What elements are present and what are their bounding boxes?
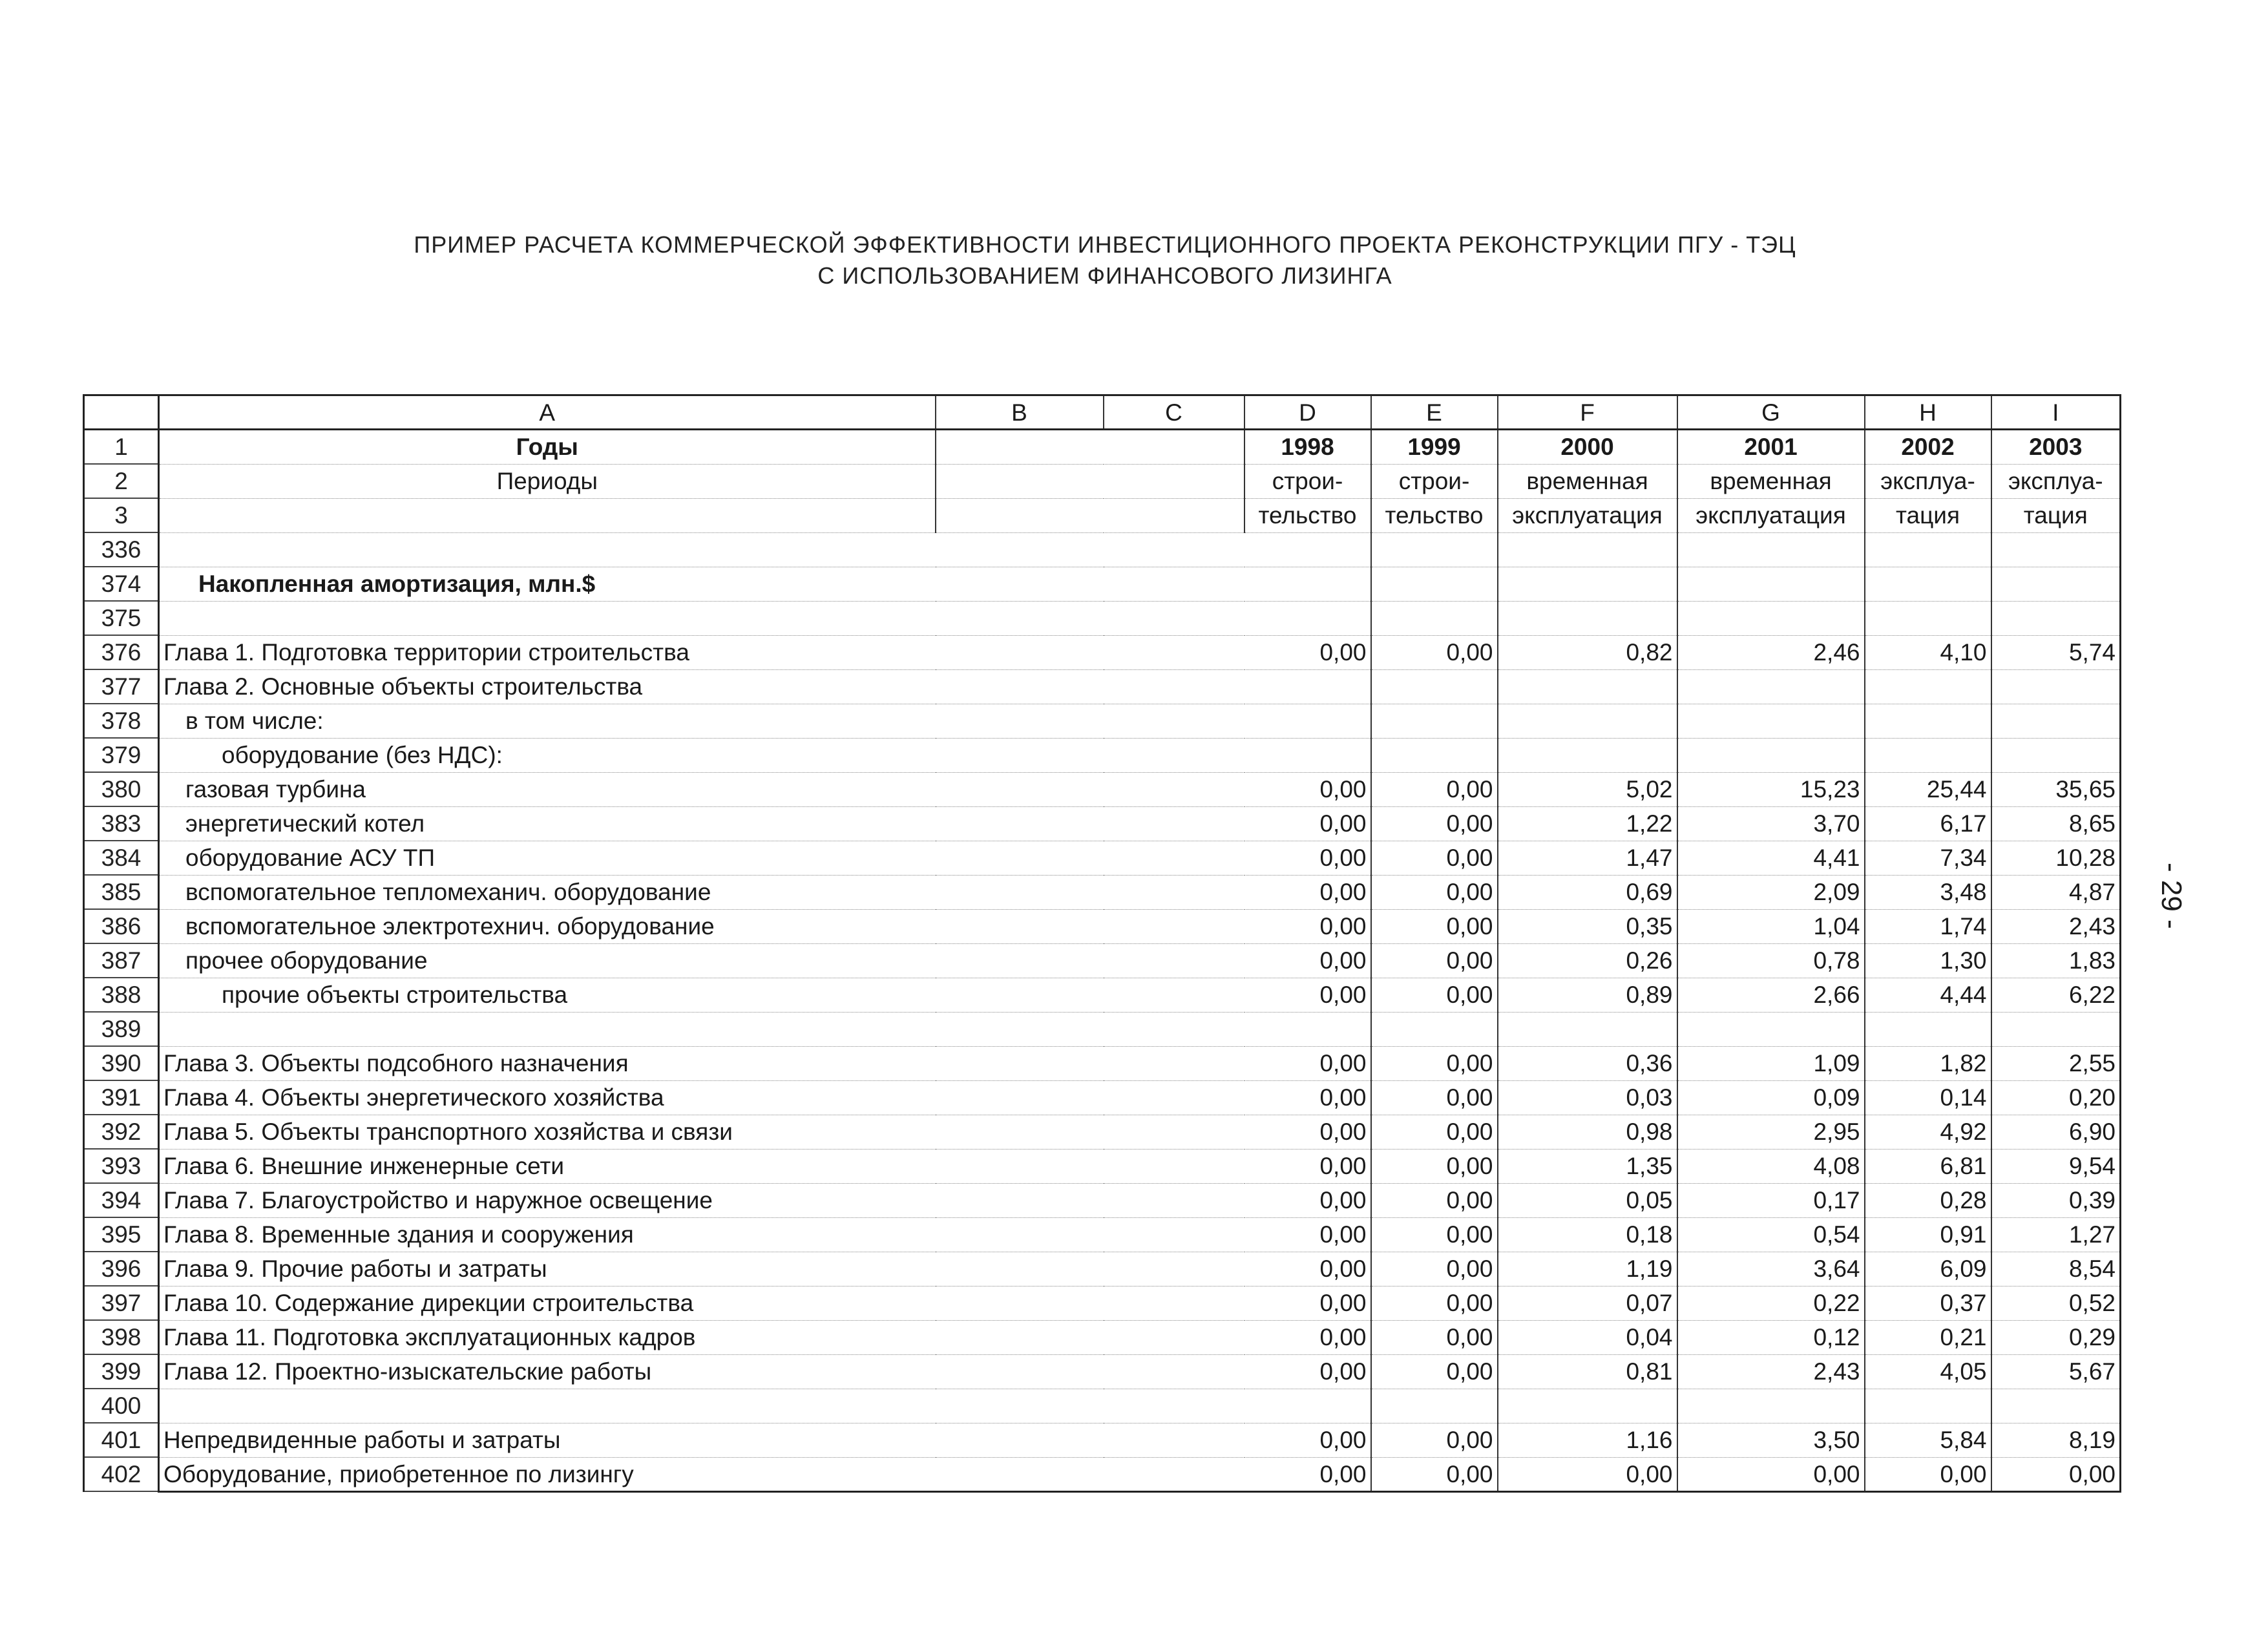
row-number[interactable]: 393 — [84, 1149, 159, 1183]
row-label[interactable]: в том числе: — [159, 704, 1244, 738]
row-number[interactable]: 387 — [84, 943, 159, 978]
col-header-a[interactable]: A — [159, 395, 936, 430]
col-header-c[interactable]: C — [1104, 395, 1244, 430]
document-subtitle: С ИСПОЛЬЗОВАНИЕМ ФИНАНСОВОГО ЛИЗИНГА — [817, 262, 1392, 289]
table-row — [84, 1046, 2121, 1080]
period-cell[interactable]: строи- — [1244, 464, 1371, 498]
row-number[interactable]: 391 — [84, 1080, 159, 1115]
value-cell[interactable]: 1,22 — [1498, 806, 1677, 841]
value-cell[interactable] — [1991, 669, 2121, 704]
row-number[interactable]: 396 — [84, 1252, 159, 1286]
row-number[interactable]: 389 — [84, 1012, 159, 1046]
value-cell[interactable] — [1865, 567, 1991, 601]
value-cell[interactable] — [1244, 1012, 1371, 1046]
value-cell[interactable] — [1865, 669, 1991, 704]
value-cell[interactable] — [1244, 738, 1371, 772]
period-cell[interactable]: эксплуа- — [1865, 464, 1991, 498]
value-cell[interactable]: 0,00 — [1498, 1457, 1677, 1491]
row-number[interactable]: 377 — [84, 669, 159, 704]
year-cell[interactable]: 2001 — [1677, 430, 1865, 465]
value-cell[interactable]: 0,00 — [1371, 1046, 1498, 1080]
value-cell[interactable] — [1371, 1012, 1498, 1046]
value-cell[interactable] — [1498, 1389, 1677, 1423]
table-row — [84, 532, 2121, 567]
period-cell[interactable]: эксплуа- — [1991, 464, 2121, 498]
value-cell[interactable]: 0,00 — [1371, 806, 1498, 841]
value-cell[interactable]: 1,19 — [1498, 1252, 1677, 1286]
table-row — [84, 1320, 2121, 1354]
document-title: ПРИМЕР РАСЧЕТА КОММЕРЧЕСКОЙ ЭФФЕКТИВНОСТИ ИНВЕСТИЦИОННОГО ПРОЕКТА РЕКОНСТРУКЦИИ ПГУ - ТЭЦ — [414, 231, 1796, 258]
value-cell[interactable] — [1677, 1012, 1865, 1046]
period-cell[interactable]: тельство — [1371, 498, 1498, 532]
row-number[interactable]: 402 — [84, 1457, 159, 1491]
table-row — [84, 1149, 2121, 1183]
value-cell[interactable] — [1371, 601, 1498, 635]
value-cell[interactable]: 3,70 — [1677, 806, 1865, 841]
value-cell[interactable]: 0,00 — [1371, 772, 1498, 806]
row-label[interactable] — [159, 1389, 1244, 1423]
row-number[interactable]: 376 — [84, 635, 159, 669]
value-cell[interactable]: 0,00 — [1371, 1115, 1498, 1149]
row-label[interactable]: прочее оборудование — [159, 943, 1244, 978]
value-cell[interactable]: 3,48 — [1865, 875, 1991, 909]
value-cell[interactable]: 0,52 — [1991, 1286, 2121, 1320]
value-cell[interactable]: 0,12 — [1677, 1320, 1865, 1354]
value-cell[interactable] — [1498, 567, 1677, 601]
row-number[interactable]: 378 — [84, 704, 159, 738]
table-row — [84, 1252, 2121, 1286]
value-cell[interactable] — [1677, 567, 1865, 601]
col-header-e[interactable]: E — [1371, 395, 1498, 430]
value-cell[interactable]: 0,07 — [1498, 1286, 1677, 1320]
value-cell[interactable]: 6,09 — [1865, 1252, 1991, 1286]
value-cell[interactable] — [1498, 738, 1677, 772]
value-cell[interactable]: 0,54 — [1677, 1217, 1865, 1252]
value-cell[interactable]: 0,00 — [1244, 1457, 1371, 1491]
value-cell[interactable] — [1865, 1389, 1991, 1423]
value-cell[interactable]: 1,16 — [1498, 1423, 1677, 1457]
value-cell[interactable]: 4,05 — [1865, 1354, 1991, 1389]
table-row — [84, 1183, 2121, 1217]
table-row — [84, 1389, 2121, 1423]
value-cell[interactable]: 0,00 — [1244, 1320, 1371, 1354]
period-cell[interactable]: эксплуатация — [1498, 498, 1677, 532]
value-cell[interactable] — [1865, 1012, 1991, 1046]
value-cell[interactable]: 1,09 — [1677, 1046, 1865, 1080]
row-number[interactable]: 380 — [84, 772, 159, 806]
amortization-table — [83, 394, 2121, 1493]
row-label[interactable]: Глава 7. Благоустройство и наружное освещение — [159, 1183, 1244, 1217]
value-cell[interactable]: 0,18 — [1498, 1217, 1677, 1252]
table-row — [84, 669, 2121, 704]
table-row — [84, 1354, 2121, 1389]
row-label[interactable] — [159, 532, 1244, 567]
value-cell[interactable]: 4,44 — [1865, 978, 1991, 1012]
value-cell[interactable]: 0,00 — [1244, 1115, 1371, 1149]
row-number[interactable]: 397 — [84, 1286, 159, 1320]
value-cell[interactable]: 0,20 — [1991, 1080, 2121, 1115]
value-cell[interactable]: 2,46 — [1677, 635, 1865, 669]
value-cell[interactable]: 2,09 — [1677, 875, 1865, 909]
period-cell[interactable]: тация — [1991, 498, 2121, 532]
row-number[interactable]: 3 — [84, 498, 159, 532]
row-label[interactable] — [159, 601, 1244, 635]
value-cell[interactable] — [1371, 567, 1498, 601]
row-label[interactable]: Накопленная амортизация, млн.$ — [159, 567, 1244, 601]
value-cell[interactable]: 5,84 — [1865, 1423, 1991, 1457]
value-cell[interactable]: 5,67 — [1991, 1354, 2121, 1389]
value-cell[interactable]: 0,28 — [1865, 1183, 1991, 1217]
value-cell[interactable]: 0,00 — [1865, 1457, 1991, 1491]
value-cell[interactable] — [1677, 532, 1865, 567]
row-label[interactable]: Глава 5. Объекты транспортного хозяйства и связи — [159, 1115, 1244, 1149]
value-cell[interactable]: 3,64 — [1677, 1252, 1865, 1286]
value-cell[interactable] — [1991, 1012, 2121, 1046]
table-row — [84, 1217, 2121, 1252]
value-cell[interactable]: 0,91 — [1865, 1217, 1991, 1252]
value-cell[interactable]: 1,27 — [1991, 1217, 2121, 1252]
value-cell[interactable]: 5,74 — [1991, 635, 2121, 669]
row-number[interactable]: 398 — [84, 1320, 159, 1354]
col-header-f[interactable]: F — [1498, 395, 1677, 430]
value-cell[interactable]: 10,28 — [1991, 841, 2121, 875]
year-cell[interactable]: 2002 — [1865, 430, 1991, 465]
value-cell[interactable]: 0,14 — [1865, 1080, 1991, 1115]
value-cell[interactable]: 0,00 — [1244, 1286, 1371, 1320]
value-cell[interactable] — [1677, 704, 1865, 738]
value-cell[interactable] — [1991, 1389, 2121, 1423]
value-cell[interactable]: 1,47 — [1498, 841, 1677, 875]
value-cell[interactable]: 0,29 — [1991, 1320, 2121, 1354]
period-cell[interactable]: строи- — [1371, 464, 1498, 498]
value-cell[interactable]: 0,00 — [1244, 1423, 1371, 1457]
value-cell[interactable]: 4,08 — [1677, 1149, 1865, 1183]
value-cell[interactable]: 2,66 — [1677, 978, 1865, 1012]
table-row — [84, 464, 2121, 498]
value-cell[interactable]: 0,04 — [1498, 1320, 1677, 1354]
value-cell[interactable]: 0,17 — [1677, 1183, 1865, 1217]
value-cell[interactable] — [1498, 1012, 1677, 1046]
value-cell[interactable] — [1865, 532, 1991, 567]
value-cell[interactable]: 4,87 — [1991, 875, 2121, 909]
table-row — [84, 806, 2121, 841]
value-cell[interactable]: 0,81 — [1498, 1354, 1677, 1389]
table-row — [84, 635, 2121, 669]
value-cell[interactable]: 0,00 — [1244, 841, 1371, 875]
row-number[interactable]: 384 — [84, 841, 159, 875]
value-cell[interactable]: 0,00 — [1244, 943, 1371, 978]
value-cell[interactable]: 0,00 — [1371, 1286, 1498, 1320]
row-label[interactable]: Глава 10. Содержание дирекции строительства — [159, 1286, 1244, 1320]
row-label[interactable]: Оборудование, приобретенное по лизингу — [159, 1457, 1244, 1491]
value-cell[interactable]: 0,21 — [1865, 1320, 1991, 1354]
value-cell[interactable]: 4,41 — [1677, 841, 1865, 875]
period-cell[interactable]: временная — [1677, 464, 1865, 498]
value-cell[interactable] — [1677, 669, 1865, 704]
value-cell[interactable]: 5,02 — [1498, 772, 1677, 806]
value-cell[interactable]: 0,00 — [1371, 1183, 1498, 1217]
row-number[interactable]: 386 — [84, 909, 159, 943]
row-label[interactable]: Глава 2. Основные объекты строительства — [159, 669, 1244, 704]
table-row — [84, 875, 2121, 909]
value-cell[interactable] — [1244, 669, 1371, 704]
row-label[interactable]: прочие объекты строительства — [159, 978, 1244, 1012]
value-cell[interactable]: 0,82 — [1498, 635, 1677, 669]
table-row — [84, 1080, 2121, 1115]
row-number[interactable]: 394 — [84, 1183, 159, 1217]
row-label[interactable]: Глава 11. Подготовка эксплуатационных кадров — [159, 1320, 1244, 1354]
value-cell[interactable]: 0,00 — [1371, 1423, 1498, 1457]
year-cell[interactable]: 2000 — [1498, 430, 1677, 465]
value-cell[interactable]: 1,83 — [1991, 943, 2121, 978]
value-cell[interactable] — [1498, 669, 1677, 704]
value-cell[interactable]: 0,00 — [1371, 1080, 1498, 1115]
table-row — [84, 841, 2121, 875]
value-cell[interactable]: 0,36 — [1498, 1046, 1677, 1080]
value-cell[interactable]: 0,00 — [1244, 909, 1371, 943]
value-cell[interactable]: 0,00 — [1371, 875, 1498, 909]
period-cell[interactable]: эксплуатация — [1677, 498, 1865, 532]
col-header-h[interactable]: H — [1865, 395, 1991, 430]
value-cell[interactable]: 0,00 — [1371, 978, 1498, 1012]
value-cell[interactable]: 6,90 — [1991, 1115, 2121, 1149]
row-number[interactable]: 385 — [84, 875, 159, 909]
year-cell[interactable]: 1999 — [1371, 430, 1498, 465]
value-cell[interactable] — [1865, 704, 1991, 738]
value-cell[interactable] — [1244, 704, 1371, 738]
table-row — [84, 1012, 2121, 1046]
value-cell[interactable] — [1991, 601, 2121, 635]
value-cell[interactable]: 15,23 — [1677, 772, 1865, 806]
value-cell[interactable]: 8,65 — [1991, 806, 2121, 841]
row-label[interactable]: газовая турбина — [159, 772, 1244, 806]
value-cell[interactable]: 8,54 — [1991, 1252, 2121, 1286]
table-row — [84, 567, 2121, 601]
row-label[interactable]: Непредвиденные работы и затраты — [159, 1423, 1244, 1457]
value-cell[interactable] — [1371, 532, 1498, 567]
row-label[interactable]: Глава 4. Объекты энергетического хозяйства — [159, 1080, 1244, 1115]
value-cell[interactable]: 0,00 — [1371, 943, 1498, 978]
value-cell[interactable] — [1677, 601, 1865, 635]
value-cell[interactable]: 0,00 — [1244, 635, 1371, 669]
value-cell[interactable]: 0,00 — [1244, 806, 1371, 841]
table-row — [84, 943, 2121, 978]
year-cell[interactable]: 1998 — [1244, 430, 1371, 465]
value-cell[interactable]: 6,22 — [1991, 978, 2121, 1012]
value-cell[interactable]: 0,00 — [1244, 1252, 1371, 1286]
value-cell[interactable]: 0,00 — [1371, 635, 1498, 669]
value-cell[interactable] — [1991, 567, 2121, 601]
value-cell[interactable]: 2,43 — [1677, 1354, 1865, 1389]
value-cell[interactable]: 0,00 — [1244, 1354, 1371, 1389]
value-cell[interactable]: 0,00 — [1371, 1320, 1498, 1354]
value-cell[interactable]: 8,19 — [1991, 1423, 2121, 1457]
value-cell[interactable]: 0,05 — [1498, 1183, 1677, 1217]
value-cell[interactable]: 0,00 — [1244, 1183, 1371, 1217]
value-cell[interactable]: 4,10 — [1865, 635, 1991, 669]
value-cell[interactable]: 0,37 — [1865, 1286, 1991, 1320]
value-cell[interactable]: 3,50 — [1677, 1423, 1865, 1457]
value-cell[interactable] — [1865, 601, 1991, 635]
value-cell[interactable] — [1991, 532, 2121, 567]
value-cell[interactable]: 0,69 — [1498, 875, 1677, 909]
value-cell[interactable]: 2,43 — [1991, 909, 2121, 943]
value-cell[interactable]: 0,00 — [1244, 772, 1371, 806]
table-row — [84, 1423, 2121, 1457]
table-row — [84, 772, 2121, 806]
row-label[interactable]: вспомогательное тепломеханич. оборудование — [159, 875, 1244, 909]
row-number[interactable]: 383 — [84, 806, 159, 841]
table-row — [84, 738, 2121, 772]
row-number[interactable]: 388 — [84, 978, 159, 1012]
row-number[interactable]: 2 — [84, 464, 159, 498]
value-cell[interactable]: 0,00 — [1244, 1217, 1371, 1252]
year-cell[interactable]: 2003 — [1991, 430, 2121, 465]
row-number[interactable]: 401 — [84, 1423, 159, 1457]
row-label[interactable]: Глава 12. Проектно-изыскательские работы — [159, 1354, 1244, 1389]
value-cell[interactable]: 1,82 — [1865, 1046, 1991, 1080]
row-number[interactable]: 379 — [84, 738, 159, 772]
table-row — [84, 1286, 2121, 1320]
value-cell[interactable] — [1498, 704, 1677, 738]
table-row — [84, 498, 2121, 532]
value-cell[interactable]: 0,03 — [1498, 1080, 1677, 1115]
value-cell[interactable]: 0,00 — [1244, 978, 1371, 1012]
value-cell[interactable]: 0,89 — [1498, 978, 1677, 1012]
table-row — [84, 1457, 2121, 1491]
row-label[interactable]: Глава 6. Внешние инженерные сети — [159, 1149, 1244, 1183]
row-label[interactable]: оборудование (без НДС): — [159, 738, 1244, 772]
value-cell[interactable]: 0,00 — [1244, 875, 1371, 909]
value-cell[interactable]: 0,39 — [1991, 1183, 2121, 1217]
row-number[interactable]: 390 — [84, 1046, 159, 1080]
row-label[interactable]: вспомогательное электротехнич. оборудование — [159, 909, 1244, 943]
value-cell[interactable] — [1677, 738, 1865, 772]
row-label[interactable]: оборудование АСУ ТП — [159, 841, 1244, 875]
row-number[interactable]: 336 — [84, 532, 159, 567]
value-cell[interactable] — [1371, 669, 1498, 704]
value-cell[interactable]: 0,00 — [1371, 1149, 1498, 1183]
value-cell[interactable]: 0,09 — [1677, 1080, 1865, 1115]
value-cell[interactable]: 0,00 — [1371, 1457, 1498, 1491]
value-cell[interactable]: 0,78 — [1677, 943, 1865, 978]
spreadsheet — [83, 394, 2119, 1493]
table-row — [84, 909, 2121, 943]
value-cell[interactable]: 6,17 — [1865, 806, 1991, 841]
value-cell[interactable] — [1865, 738, 1991, 772]
value-cell[interactable]: 0,35 — [1498, 909, 1677, 943]
col-header-i[interactable]: I — [1991, 395, 2121, 430]
value-cell[interactable]: 0,00 — [1371, 909, 1498, 943]
value-cell[interactable]: 4,92 — [1865, 1115, 1991, 1149]
period-cell[interactable]: временная — [1498, 464, 1677, 498]
page-number: - 29 - — [2156, 863, 2187, 929]
table-row — [84, 704, 2121, 738]
value-cell[interactable]: 35,65 — [1991, 772, 2121, 806]
value-cell[interactable]: 7,34 — [1865, 841, 1991, 875]
value-cell[interactable]: 2,95 — [1677, 1115, 1865, 1149]
column-header-row — [84, 395, 2121, 430]
value-cell[interactable]: 0,26 — [1498, 943, 1677, 978]
row-number[interactable]: 1 — [84, 430, 159, 465]
value-cell[interactable]: 1,30 — [1865, 943, 1991, 978]
value-cell[interactable]: 0,00 — [1677, 1457, 1865, 1491]
period-cell[interactable]: тация — [1865, 498, 1991, 532]
value-cell[interactable] — [1371, 738, 1498, 772]
row-number[interactable]: 392 — [84, 1115, 159, 1149]
value-cell[interactable]: 0,00 — [1244, 1149, 1371, 1183]
row-label[interactable]: Глава 1. Подготовка территории строительства — [159, 635, 1244, 669]
value-cell[interactable]: 6,81 — [1865, 1149, 1991, 1183]
row-label[interactable]: Глава 3. Объекты подсобного назначения — [159, 1046, 1244, 1080]
value-cell[interactable] — [1991, 704, 2121, 738]
value-cell[interactable]: 0,00 — [1371, 1354, 1498, 1389]
col-header-b[interactable]: B — [936, 395, 1104, 430]
value-cell[interactable]: 9,54 — [1991, 1149, 2121, 1183]
table-row — [84, 978, 2121, 1012]
period-cell[interactable]: тельство — [1244, 498, 1371, 532]
value-cell[interactable] — [1498, 532, 1677, 567]
row-number[interactable]: 395 — [84, 1217, 159, 1252]
value-cell[interactable] — [1677, 1389, 1865, 1423]
value-cell[interactable] — [1244, 601, 1371, 635]
value-cell[interactable]: 0,00 — [1371, 1252, 1498, 1286]
value-cell[interactable]: 1,74 — [1865, 909, 1991, 943]
row-number[interactable]: 399 — [84, 1354, 159, 1389]
value-cell[interactable]: 0,00 — [1371, 841, 1498, 875]
table-row — [84, 430, 2121, 465]
row-label[interactable]: Глава 9. Прочие работы и затраты — [159, 1252, 1244, 1286]
value-cell[interactable] — [1371, 1389, 1498, 1423]
value-cell[interactable]: 2,55 — [1991, 1046, 2121, 1080]
table-row — [84, 1115, 2121, 1149]
value-cell[interactable]: 0,22 — [1677, 1286, 1865, 1320]
value-cell[interactable]: 0,00 — [1371, 1217, 1498, 1252]
corner-cell[interactable] — [84, 395, 159, 430]
value-cell[interactable]: 1,35 — [1498, 1149, 1677, 1183]
value-cell[interactable]: 1,04 — [1677, 909, 1865, 943]
table-row — [84, 601, 2121, 635]
value-cell[interactable]: 0,00 — [1244, 1046, 1371, 1080]
row-number[interactable]: 400 — [84, 1389, 159, 1423]
value-cell[interactable]: 0,00 — [1991, 1457, 2121, 1491]
row-label[interactable]: энергетический котел — [159, 806, 1244, 841]
value-cell[interactable] — [1991, 738, 2121, 772]
col-header-g[interactable]: G — [1677, 395, 1865, 430]
value-cell[interactable] — [1244, 567, 1371, 601]
value-cell[interactable] — [1498, 601, 1677, 635]
row-number[interactable]: 375 — [84, 601, 159, 635]
row-label[interactable] — [159, 1012, 1244, 1046]
years-label[interactable]: Годы — [159, 430, 936, 465]
value-cell[interactable]: 0,00 — [1244, 1080, 1371, 1115]
value-cell[interactable]: 0,98 — [1498, 1115, 1677, 1149]
value-cell[interactable]: 25,44 — [1865, 772, 1991, 806]
row-number[interactable]: 374 — [84, 567, 159, 601]
value-cell[interactable] — [1244, 1389, 1371, 1423]
value-cell[interactable] — [1244, 532, 1371, 567]
value-cell[interactable] — [1371, 704, 1498, 738]
periods-label[interactable]: Периоды — [159, 464, 936, 498]
row-label[interactable]: Глава 8. Временные здания и сооружения — [159, 1217, 1244, 1252]
col-header-d[interactable]: D — [1244, 395, 1371, 430]
